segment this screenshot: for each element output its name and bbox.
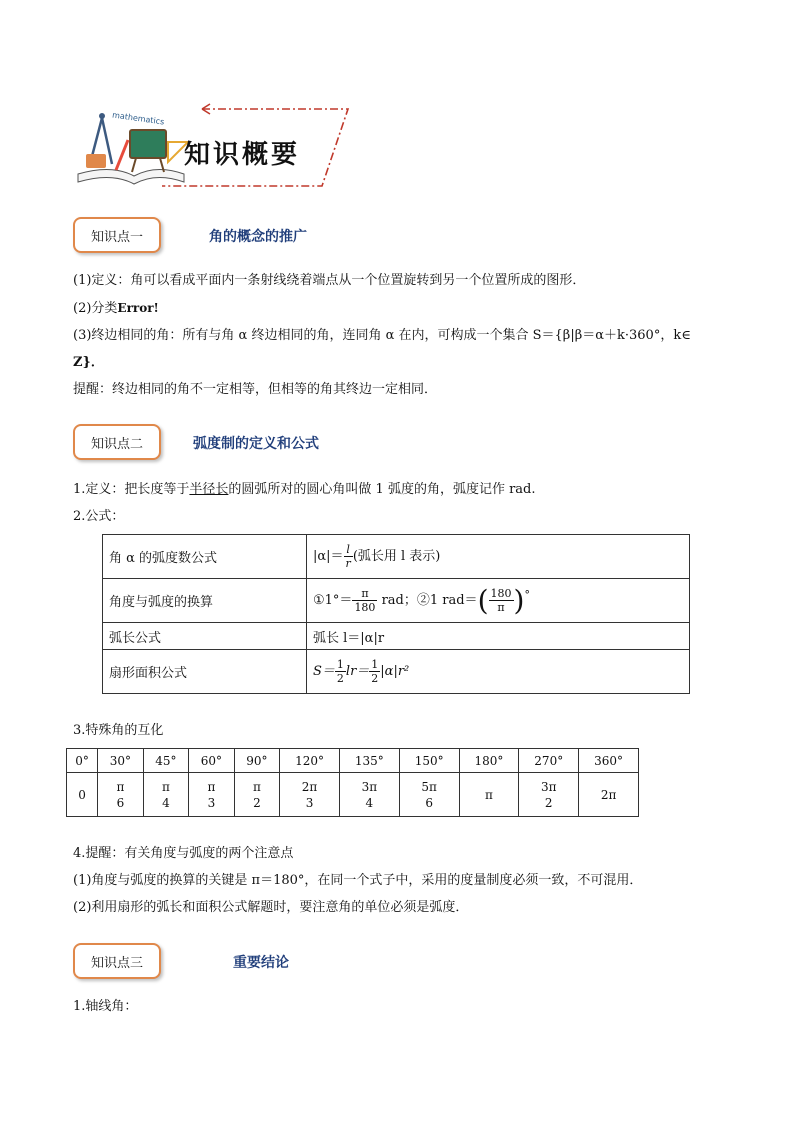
s3-axis-angle: 1.轴线角：	[73, 999, 138, 1014]
section1-badge: 知识点一	[73, 217, 161, 253]
formula-value: |α|＝ $\frac{l}{r}$ (弧长用 l 表示)	[307, 535, 690, 579]
banner-title: 知识概要	[184, 140, 301, 170]
s1-reminder: 提醒：终边相同的角不一定相等，但相等的角其终边一定相同．	[73, 382, 438, 397]
table-row	[103, 650, 690, 694]
radian-cell: 5π 6	[399, 773, 459, 817]
radian-row	[67, 773, 639, 817]
degree-cell: 180°	[459, 749, 519, 773]
degree-cell: 270°	[519, 749, 579, 773]
radian-cell: 2π	[579, 773, 639, 817]
s2-special-heading: 3.特殊角的互化	[73, 723, 164, 738]
formula-label: 弧长公式	[103, 623, 307, 650]
section3-badge: 知识点三	[73, 943, 161, 979]
s2-reminder-1: (1)角度与弧度的换算的关键是 π＝180°，在同一个式子中，采用的度量制度必须一致，不可混用．	[73, 873, 643, 888]
radian-cell: 2π 3	[280, 773, 340, 817]
banner	[72, 100, 362, 192]
s1-error-text: Error!	[117, 301, 159, 315]
degree-cell: 135°	[339, 749, 399, 773]
s1-definition: (1)定义：角可以看成平面内一条射线绕着端点从一个位置旋转到另一个位置所成的图形．	[73, 273, 586, 288]
degree-cell: 150°	[399, 749, 459, 773]
radian-cell: 3π 4	[339, 773, 399, 817]
table-row	[103, 623, 690, 650]
degree-row	[67, 749, 639, 773]
s2-underline-term: 半径长	[189, 482, 229, 497]
formula-table	[102, 534, 690, 694]
radian-cell: π 6	[98, 773, 144, 817]
degree-cell: 0°	[67, 749, 98, 773]
radian-cell: π	[459, 773, 519, 817]
formula-value: 弧长 l＝|α|r	[307, 623, 690, 650]
special-angles-table	[66, 748, 639, 817]
s2-definition: 1.定义：把长度等于半径长的圆弧所对的圆心角叫做 1 弧度的角，弧度记作 rad.	[73, 482, 536, 497]
formula-value: S＝ $\frac{1}{2}$ lr＝ $\frac{1}{2}$ |α|r²	[307, 650, 690, 694]
degree-cell: 360°	[579, 749, 639, 773]
section2-badge: 知识点二	[73, 424, 161, 460]
s2-reminder-heading: 4.提醒：有关角度与弧度的两个注意点	[73, 846, 294, 861]
formula-label: 角度与弧度的换算	[103, 579, 307, 623]
formula-label: 扇形面积公式	[103, 650, 307, 694]
radian-cell: π 2	[234, 773, 280, 817]
degree-cell: 30°	[98, 749, 144, 773]
logo-text: mathematics	[111, 110, 165, 127]
radian-cell: 3π 2	[519, 773, 579, 817]
degree-cell: 60°	[189, 749, 235, 773]
s1-classification: (2)分类Error!	[73, 301, 159, 316]
radian-cell: π 3	[189, 773, 235, 817]
s1-coterminal-a: (3)终边相同的角：所有与角 α 终边相同的角，连同角 α 在内，可构成一个集合 S＝{β|β＝α＋k·360°，k∈	[73, 328, 691, 343]
formula-label: 角 α 的弧度数公式	[103, 535, 307, 579]
table-row	[103, 579, 690, 623]
section1-title: 角的概念的推广	[209, 229, 307, 245]
degree-cell: 45°	[143, 749, 189, 773]
radian-cell: π 4	[143, 773, 189, 817]
s2-reminder-2: (2)利用扇形的弧长和面积公式解题时，要注意角的单位必须是弧度．	[73, 900, 469, 915]
degree-cell: 120°	[280, 749, 340, 773]
formula-value: ①1°＝ $\frac{\pi}{180}$ rad；②1 rad＝( $\frac{180}{\pi}$ )°	[307, 579, 690, 623]
section3-title: 重要结论	[233, 955, 289, 971]
section2-title: 弧度制的定义和公式	[193, 436, 319, 452]
radian-cell: 0	[67, 773, 98, 817]
degree-cell: 90°	[234, 749, 280, 773]
s2-formula-heading: 2.公式：	[73, 509, 125, 524]
s1-coterminal-b: Z}．	[73, 355, 104, 370]
table-row	[103, 535, 690, 579]
